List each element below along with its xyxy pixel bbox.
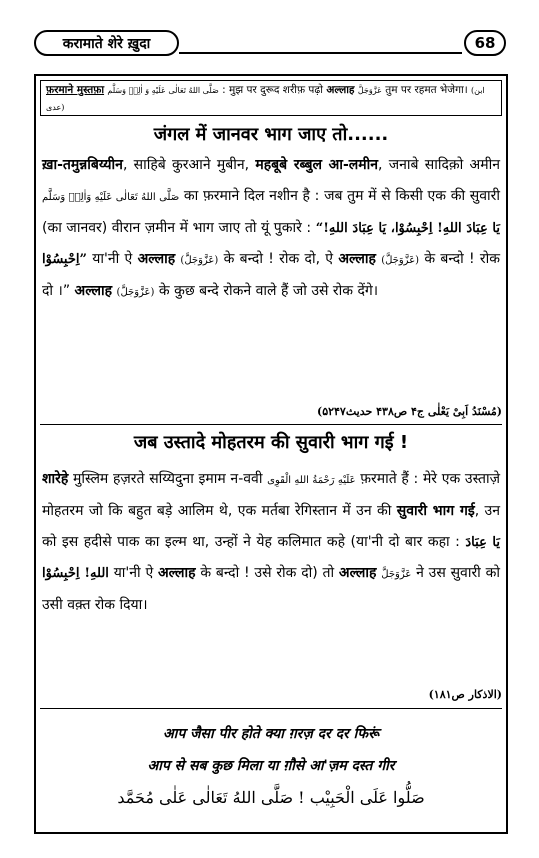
hadith-source: (ابن عدی) [46,86,485,112]
body-text: , साहिबे कुरआने मुबीन, [122,157,250,173]
azza-text: عَزَّوَجَلَّ [357,86,382,95]
section-divider [40,708,502,709]
prophet-title-2: महबूबे रब्बुल आ-लमीन [255,157,379,173]
azza-text: (عَزَّوَجَلَّ) [180,255,219,266]
section1-reference: (مُسْنَدُ اَبِیْ یَعْلٰی ج۴ ص۴۳۸ حدیث۵۲۴۷) [316,405,502,418]
section2-reference: (الاذکار ص۱۸۱) [428,688,502,701]
prophet-title-1: ख़ा-तमुन्नबिय्यीन [42,157,123,173]
body-text: के बन्दो ! रोक दो ।” [42,251,501,299]
couplet-line-1: आप जैसा पीर होते क्या ग़रज़ दर दर फिरूं [163,726,379,742]
salutation-text: صَلَّى اللهُ تَعَالٰى عَلَيْهِ وَاٰلِهٖ وَسَلَّم [42,192,180,203]
couplet-line-2: आप से सब कुछ मिला या ग़ौसे आ'ज़म दस्त गीर [147,758,395,774]
body-text: का फ़रमाने दिल नशीन है : जब तुम में से किसी एक की सुवारी (का जानवर) वीरान ज़मीन में भाग जाए तो यूं पुकारे : [42,188,500,236]
arabic-call: يَا عِبَادَ اللهِ! اِحْبِسُوْا [42,535,500,581]
header-divider [179,52,462,54]
honorific-text: عَلَيْهِ رَحْمَةُ اللهِ الْقَوِی [267,475,356,486]
section1-body [42,150,500,308]
salawat-text: صَلُّوا عَلَى الْحَبِيْب ! صَلَّى اللهُ تَعَالٰى عَلٰى مُحَمَّد [117,788,425,807]
body-text: , जनाबे सादिक़ो अमीन [378,157,500,173]
section1-heading: जंगल में जानवर भाग जाए तो...... [153,124,389,145]
body-text: फ़रमाते हैं : मेरे एक उस्ताज़े मोहतरम जो कि बहुत बड़े आलिम थे, एक मर्तबा रेगिस्तान में उन की [42,471,501,519]
hadith-text-2: तुम पर रहमत भेजेगा। [385,84,468,96]
allah-word: अल्लाह [338,251,376,267]
body-text: ने उस सुवारी को उसी वक़्त रोक दिया। [42,565,500,613]
book-title: करामाते शेरे ख़ुदा [34,30,179,56]
allah-word: अल्लाह [137,251,176,267]
azza-text: (عَزَّوَجَلَّ) [381,255,420,266]
body-text: के बन्दो ! उसे रोक दो) तो [200,565,335,581]
bold-phrase: सुवारी भाग गई [396,503,475,519]
allah-word: अल्लाह [74,283,113,299]
body-text: के बन्दो ! रोक दो, ऐ [223,251,334,267]
arabic-call: “يَا عِبَادَ اللهِ! اِحْبِسُوْا، يَا عِبَادَ اللهِ! اِحْبِسُوْا” [42,221,500,267]
hadith-text-1: : मुझ पर दुरूद शरीफ़ पढ़ो [222,84,323,96]
salutation-text: صَلَّى اللهُ تَعَالٰى عَلَيْهِ وَ اٰلِهٖ وَسَلَّم [107,86,219,95]
azza-text: عَزَّوَجَلَّ [381,569,412,580]
section-divider [40,424,502,425]
allah-word: अल्लाह [326,84,355,96]
section2-body [42,464,500,621]
body-text: के कुछ बन्दे रोकने वाले हैं जो उसे रोक देंगे। [158,283,379,299]
hadith-label: फ़रमाने मुस्तफ़ा [46,84,105,96]
page-header [34,30,504,60]
page-number: 68 [464,30,506,56]
body-text: या'नी ऐ [92,251,133,267]
hadith-box [40,80,502,116]
body-text: , उन को इस हदीसे पाक का इल्म था, उन्हों ने येह कलिमात कहे (या'नी दो बार कहा : [42,503,500,550]
scholar-title: शारेहे [42,471,69,487]
body-text: या'नी ऐ [113,565,154,581]
allah-word: अल्लाह [338,565,377,581]
azza-text: (عَزَّوَجَلَّ) [116,287,155,298]
allah-word: अल्लाह [157,565,196,581]
section2-heading: जब उस्तादे मोहतरम की सुवारी भाग गई ! [133,432,409,453]
body-text: मुस्लिम हज़रते सय्यिदुना इमाम न-ववी [73,471,263,487]
